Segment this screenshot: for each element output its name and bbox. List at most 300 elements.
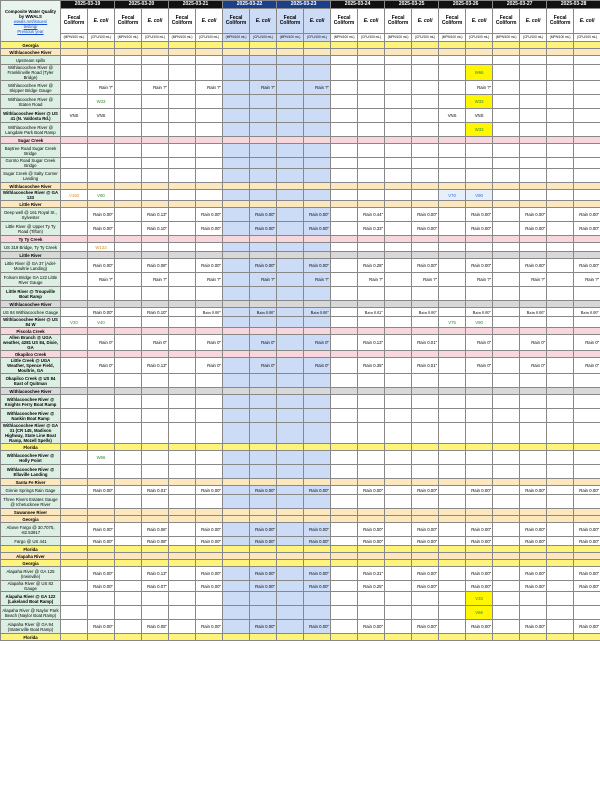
data-cell xyxy=(385,208,412,222)
data-cell xyxy=(574,109,600,123)
data-cell xyxy=(493,252,520,259)
data-cell xyxy=(250,444,277,451)
data-cell xyxy=(169,537,196,546)
data-cell xyxy=(115,109,142,123)
data-cell xyxy=(331,208,358,222)
data-cell xyxy=(493,351,520,358)
data-cell xyxy=(574,444,600,451)
data-cell xyxy=(250,606,277,620)
data-cell xyxy=(412,144,439,158)
data-cell xyxy=(115,301,142,308)
data-cell xyxy=(331,95,358,109)
data-cell xyxy=(358,317,385,328)
data-cell: Rain 0.25" xyxy=(358,581,385,592)
data-cell xyxy=(115,158,142,169)
data-cell xyxy=(331,335,358,351)
data-cell: Rain 0.00" xyxy=(466,567,493,581)
data-cell xyxy=(142,243,169,252)
unit-label: (CFU/100 mL) xyxy=(196,34,223,42)
data-cell xyxy=(115,252,142,259)
table-row xyxy=(1,560,600,567)
data-cell: Rain 0.00" xyxy=(304,537,331,546)
unit-label: (MPN/100 mL) xyxy=(169,34,196,42)
previous-year-link[interactable]: Previous year xyxy=(17,28,44,34)
data-cell xyxy=(277,523,304,537)
data-cell: Rain 0.00" xyxy=(574,523,600,537)
data-cell xyxy=(439,560,466,567)
data-cell xyxy=(142,65,169,81)
data-cell xyxy=(169,592,196,606)
data-cell xyxy=(223,158,250,169)
data-cell: Rain ?" xyxy=(304,81,331,95)
data-cell: Rain 0.00" xyxy=(412,222,439,236)
data-cell xyxy=(61,273,88,287)
data-cell: Rain 0.05" xyxy=(142,620,169,634)
data-cell xyxy=(304,201,331,208)
table-row xyxy=(1,169,600,183)
data-cell: Rain 0.00" xyxy=(520,620,547,634)
data-cell: Rain 0.44" xyxy=(358,208,385,222)
data-cell xyxy=(169,301,196,308)
data-cell: Rain 0.00" xyxy=(574,567,600,581)
data-cell: Rain 0.00" xyxy=(574,308,600,317)
data-cell xyxy=(547,273,574,287)
data-cell: Rain 0" xyxy=(88,335,115,351)
data-cell xyxy=(115,486,142,495)
data-cell xyxy=(277,423,304,444)
date-header: 2025-03-26 xyxy=(439,1,493,9)
data-cell xyxy=(304,123,331,137)
data-cell xyxy=(439,183,466,190)
data-cell xyxy=(466,409,493,423)
data-cell xyxy=(493,137,520,144)
data-cell xyxy=(412,509,439,516)
data-cell xyxy=(385,49,412,56)
data-cell xyxy=(466,169,493,183)
data-cell xyxy=(520,144,547,158)
data-cell xyxy=(196,592,223,606)
data-cell xyxy=(169,236,196,243)
data-cell: Rain 0.00" xyxy=(358,523,385,537)
data-cell xyxy=(574,95,600,109)
data-cell xyxy=(493,190,520,201)
data-cell xyxy=(61,158,88,169)
data-cell xyxy=(250,374,277,388)
data-cell xyxy=(304,144,331,158)
data-cell xyxy=(169,444,196,451)
data-cell: Rain ?" xyxy=(196,273,223,287)
table-title xyxy=(1,1,61,42)
data-cell xyxy=(277,546,304,553)
data-cell xyxy=(574,65,600,81)
data-cell: Rain 0.00" xyxy=(196,620,223,634)
data-cell xyxy=(412,190,439,201)
data-cell xyxy=(574,546,600,553)
data-cell xyxy=(169,183,196,190)
data-cell: Rain 0.01" xyxy=(142,486,169,495)
data-cell xyxy=(223,444,250,451)
data-cell: Rain 0.00" xyxy=(520,581,547,592)
site-name: US 84 Withlacoochee Gauge xyxy=(1,308,61,317)
title-line[interactable]: testing/ xyxy=(23,23,38,29)
data-cell xyxy=(223,201,250,208)
data-cell xyxy=(331,273,358,287)
data-cell xyxy=(574,236,600,243)
table-row xyxy=(1,620,600,634)
data-cell xyxy=(142,169,169,183)
data-cell xyxy=(169,495,196,509)
table-row xyxy=(1,486,600,495)
data-cell: Rain 0.00" xyxy=(196,222,223,236)
fecal-coliform-header: Fecal Coliform xyxy=(493,9,520,34)
data-cell xyxy=(304,183,331,190)
data-cell xyxy=(115,567,142,581)
data-cell xyxy=(142,49,169,56)
data-cell xyxy=(250,301,277,308)
data-cell xyxy=(277,620,304,634)
data-cell xyxy=(61,328,88,335)
data-cell xyxy=(196,423,223,444)
data-cell xyxy=(331,516,358,523)
data-cell xyxy=(520,479,547,486)
data-cell xyxy=(115,465,142,479)
data-cell xyxy=(250,409,277,423)
data-cell: Rain 0.00" xyxy=(358,620,385,634)
data-cell xyxy=(142,317,169,328)
data-cell xyxy=(250,423,277,444)
data-cell: Rain 0" xyxy=(88,358,115,374)
data-cell xyxy=(466,495,493,509)
data-cell xyxy=(223,606,250,620)
data-cell xyxy=(412,423,439,444)
data-cell xyxy=(277,317,304,328)
site-name: Withlacoochee River xyxy=(1,388,61,395)
table-row xyxy=(1,451,600,465)
data-cell xyxy=(223,351,250,358)
data-cell xyxy=(88,123,115,137)
data-cell: Rain 0.00" xyxy=(88,308,115,317)
data-cell xyxy=(169,509,196,516)
data-cell xyxy=(223,620,250,634)
data-cell xyxy=(142,374,169,388)
data-cell xyxy=(304,451,331,465)
data-cell xyxy=(115,259,142,273)
data-cell xyxy=(223,56,250,65)
data-cell xyxy=(331,581,358,592)
data-cell xyxy=(358,123,385,137)
data-cell: Rain 0.00" xyxy=(88,222,115,236)
data-cell xyxy=(547,567,574,581)
data-cell xyxy=(385,190,412,201)
data-cell xyxy=(223,581,250,592)
data-cell xyxy=(142,553,169,560)
data-cell xyxy=(331,546,358,553)
data-cell: Rain 0.10" xyxy=(142,308,169,317)
data-cell xyxy=(520,183,547,190)
data-cell xyxy=(196,56,223,65)
data-cell xyxy=(223,409,250,423)
data-cell xyxy=(466,374,493,388)
data-cell xyxy=(385,201,412,208)
unit-label: (MPN/100 mL) xyxy=(385,34,412,42)
data-cell xyxy=(439,388,466,395)
data-cell: Rain 0.00" xyxy=(466,222,493,236)
data-cell: Rain 0.00" xyxy=(250,208,277,222)
data-cell xyxy=(439,606,466,620)
data-cell: Rain 0.00" xyxy=(88,259,115,273)
data-cell xyxy=(223,81,250,95)
data-cell xyxy=(277,273,304,287)
data-cell xyxy=(304,56,331,65)
data-cell: Rain ?" xyxy=(304,273,331,287)
data-cell xyxy=(61,259,88,273)
data-cell xyxy=(61,252,88,259)
site-name: Withlacoochee River @ Nankin Boat Ramp xyxy=(1,409,61,423)
unit-label: (CFU/100 mL) xyxy=(466,34,493,42)
data-cell xyxy=(493,486,520,495)
table-row xyxy=(1,553,600,560)
data-cell xyxy=(385,495,412,509)
data-cell xyxy=(520,42,547,49)
data-cell xyxy=(547,243,574,252)
data-cell xyxy=(88,169,115,183)
data-cell xyxy=(466,509,493,516)
data-cell xyxy=(277,287,304,301)
data-cell xyxy=(331,634,358,641)
data-cell xyxy=(142,351,169,358)
data-cell xyxy=(277,259,304,273)
site-name: Santa Fe River xyxy=(1,479,61,486)
data-cell xyxy=(466,158,493,169)
table-row xyxy=(1,158,600,169)
data-cell xyxy=(88,287,115,301)
data-cell xyxy=(223,634,250,641)
data-cell xyxy=(331,301,358,308)
data-cell xyxy=(439,546,466,553)
data-cell xyxy=(61,567,88,581)
data-cell xyxy=(169,190,196,201)
data-cell xyxy=(547,137,574,144)
ecoli-header: E. coli xyxy=(466,9,493,34)
data-cell xyxy=(169,546,196,553)
data-cell xyxy=(304,65,331,81)
data-cell xyxy=(250,634,277,641)
data-cell: Rain 0.00" xyxy=(466,620,493,634)
title-line[interactable]: wwals.net/issues/ xyxy=(13,18,48,24)
data-cell xyxy=(196,201,223,208)
data-cell xyxy=(385,308,412,317)
data-cell xyxy=(358,301,385,308)
data-cell xyxy=(439,395,466,409)
data-cell xyxy=(331,606,358,620)
data-cell xyxy=(304,236,331,243)
data-cell xyxy=(115,137,142,144)
data-cell xyxy=(223,553,250,560)
data-cell: Rain 0.00" xyxy=(196,486,223,495)
data-cell xyxy=(88,516,115,523)
data-cell xyxy=(547,537,574,546)
table-row xyxy=(1,236,600,243)
data-cell xyxy=(277,606,304,620)
data-cell xyxy=(277,252,304,259)
table-row xyxy=(1,109,600,123)
data-cell xyxy=(358,328,385,335)
data-cell xyxy=(115,444,142,451)
data-cell: Rain 0.00" xyxy=(466,537,493,546)
data-cell: Rain 0.00" xyxy=(196,308,223,317)
site-name: Okapilco Creek xyxy=(1,351,61,358)
data-cell xyxy=(493,81,520,95)
data-cell xyxy=(277,335,304,351)
data-cell xyxy=(304,95,331,109)
data-cell xyxy=(412,95,439,109)
data-cell: Rain ?" xyxy=(574,273,600,287)
data-cell xyxy=(223,546,250,553)
data-cell xyxy=(250,201,277,208)
data-cell xyxy=(412,606,439,620)
data-cell xyxy=(493,620,520,634)
data-cell xyxy=(385,81,412,95)
data-cell xyxy=(169,553,196,560)
data-cell xyxy=(277,592,304,606)
data-cell xyxy=(385,222,412,236)
data-cell: Rain 0.00" xyxy=(88,523,115,537)
data-cell: W33 xyxy=(88,95,115,109)
data-cell xyxy=(466,49,493,56)
data-cell xyxy=(277,49,304,56)
data-cell xyxy=(493,560,520,567)
data-cell xyxy=(574,183,600,190)
data-cell xyxy=(385,351,412,358)
data-cell xyxy=(169,317,196,328)
table-row xyxy=(1,523,600,537)
unit-label: (MPN/100 mL) xyxy=(331,34,358,42)
data-cell xyxy=(520,465,547,479)
data-cell xyxy=(61,236,88,243)
data-cell xyxy=(88,479,115,486)
data-cell xyxy=(385,523,412,537)
data-cell xyxy=(439,516,466,523)
data-cell xyxy=(385,634,412,641)
unit-label: (CFU/100 mL) xyxy=(142,34,169,42)
site-name: Withlacoochee River @ US 84 W xyxy=(1,317,61,328)
data-cell: Rain 0.00" xyxy=(412,523,439,537)
data-cell xyxy=(142,301,169,308)
data-cell xyxy=(493,581,520,592)
data-cell xyxy=(331,358,358,374)
data-cell xyxy=(115,351,142,358)
data-cell xyxy=(115,358,142,374)
site-name: Little River @ Troupville Boat Ramp xyxy=(1,287,61,301)
data-cell xyxy=(169,523,196,537)
data-cell xyxy=(250,479,277,486)
data-cell xyxy=(277,479,304,486)
data-cell xyxy=(358,465,385,479)
data-cell: Rain 0.00" xyxy=(520,537,547,546)
data-cell xyxy=(385,509,412,516)
data-cell xyxy=(304,49,331,56)
data-cell xyxy=(547,252,574,259)
data-cell xyxy=(304,351,331,358)
data-cell xyxy=(61,423,88,444)
data-cell xyxy=(439,208,466,222)
table-row xyxy=(1,374,600,388)
data-cell xyxy=(493,308,520,317)
data-cell xyxy=(412,109,439,123)
data-cell xyxy=(169,409,196,423)
data-cell xyxy=(196,409,223,423)
data-cell xyxy=(88,42,115,49)
data-cell: Rain 0.00" xyxy=(520,486,547,495)
data-cell xyxy=(88,252,115,259)
data-cell xyxy=(169,516,196,523)
data-cell xyxy=(358,65,385,81)
data-cell xyxy=(547,546,574,553)
data-cell xyxy=(169,222,196,236)
data-cell xyxy=(196,287,223,301)
data-cell xyxy=(196,351,223,358)
data-cell xyxy=(115,479,142,486)
data-cell xyxy=(250,65,277,81)
site-name: Withlacoochee River xyxy=(1,301,61,308)
data-cell xyxy=(115,144,142,158)
data-cell xyxy=(466,201,493,208)
data-cell xyxy=(277,109,304,123)
table-row xyxy=(1,395,600,409)
data-cell xyxy=(223,317,250,328)
data-cell xyxy=(115,560,142,567)
data-cell xyxy=(169,273,196,287)
data-cell xyxy=(574,301,600,308)
data-cell xyxy=(115,516,142,523)
data-cell: Rain 0.00" xyxy=(412,208,439,222)
unit-label: (MPN/100 mL) xyxy=(223,34,250,42)
data-cell xyxy=(385,358,412,374)
data-cell xyxy=(304,516,331,523)
data-cell xyxy=(547,56,574,65)
data-cell xyxy=(547,451,574,465)
data-cell xyxy=(520,451,547,465)
site-name: Alapaha River xyxy=(1,553,61,560)
data-cell: Rain 0.00" xyxy=(574,259,600,273)
data-cell xyxy=(574,42,600,49)
data-cell xyxy=(88,495,115,509)
data-cell xyxy=(385,158,412,169)
data-cell xyxy=(115,495,142,509)
table-row xyxy=(1,56,600,65)
data-cell xyxy=(115,553,142,560)
site-name: Ty Ty Creek xyxy=(1,236,61,243)
table-row xyxy=(1,144,600,158)
data-cell xyxy=(277,308,304,317)
data-cell xyxy=(412,42,439,49)
data-cell: V90 xyxy=(466,190,493,201)
data-cell xyxy=(439,592,466,606)
data-cell: Rain 0.00" xyxy=(520,259,547,273)
data-cell xyxy=(88,444,115,451)
data-cell xyxy=(277,509,304,516)
data-cell xyxy=(61,537,88,546)
site-name: Withlacoochee River @ GA 133 xyxy=(1,190,61,201)
data-cell xyxy=(358,183,385,190)
table-row xyxy=(1,201,600,208)
site-name: Withlacoochee River @ Franklinville Road (Tyler Bridge) xyxy=(1,65,61,81)
data-cell: Rain 0.13" xyxy=(142,208,169,222)
data-cell xyxy=(304,444,331,451)
data-cell xyxy=(520,374,547,388)
data-cell xyxy=(196,190,223,201)
data-cell xyxy=(358,516,385,523)
